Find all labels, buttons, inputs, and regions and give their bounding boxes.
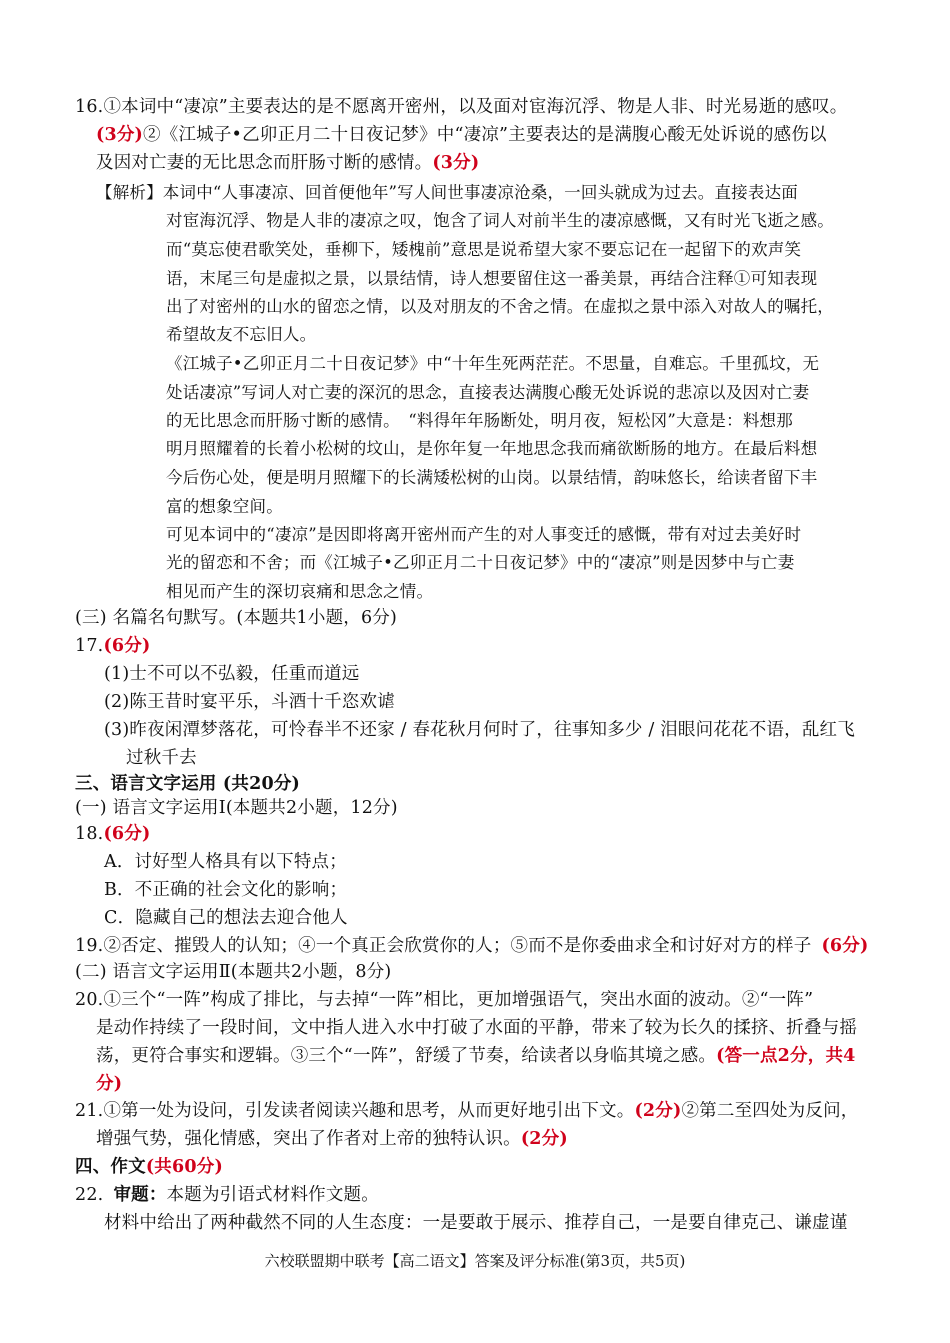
q18-number: 18. [75,824,104,844]
q19-text: ②否定、摧毁人的认知；④一个真正会欣赏你的人；⑤而不是你委曲求全和讨好对方的样子 [103,936,812,956]
q20-line-1 [75,986,813,1014]
q20-line-2: 是动作持续了一段时间，文中指人进入水中打破了水面的平静，带来了较为长久的揉挤、折叠与摇 [96,1018,858,1038]
q17-answer-1: (1)士不可以不弘毅，任重而道远 [104,664,360,684]
part-4-score: (共60分) [145,1157,223,1177]
q17-header [75,632,150,660]
q16-analysis-line-7: 《江城子•乙卯正月二十日夜记梦》中“十年生死两茫茫。不思量，自难忘。千里孤坟，无 [166,354,820,373]
q17-answer-2: (2)陈王昔时宴平乐，斗酒十千恣欢谑 [104,692,395,712]
q21-line-1 [75,1097,858,1125]
q16-analysis-line-13: 可见本词中的“凄凉”是因即将离开密州而产生的对人事变迁的感慨，带有对过去美好时 [166,525,802,544]
q21-text-1b: ②第二至四处为反问， [681,1101,859,1121]
q22-line-1 [75,1181,379,1209]
part-4-title [75,1153,223,1181]
q16-analysis-line-4: 语，末尾三句是虚拟之景，以景结情，诗人想要留住这一番美景，再结合注释①可知表现 [166,269,818,288]
q17-number: 17. [75,636,104,656]
q16-score-1: (3分) [96,125,144,145]
part-3-title: 三、语言文字运用 (共20分) [75,774,301,794]
q16-text-2: ②《江城子•乙卯正月二十日夜记梦》中“凄凉”主要表达的是满腹心酸无处诉说的感伤以 [143,125,827,145]
q18-header [75,820,150,848]
q21-score-1: (2分) [634,1101,682,1121]
q16-analysis-line-6: 希望故友不忘旧人。 [166,325,317,344]
q16-analysis-line-5: 出了对密州的山水的留恋之情，以及对朋友的不舍之情。在虚拟之景中添入对故人的嘱托， [166,297,834,316]
q22-text: 本题为引语式材料作文题。 [166,1185,379,1205]
q16-line-3 [96,149,479,177]
q22-line-2: 材料中给出了两种截然不同的人生态度：一是要敢于展示、推荐自己，一是要自律克己、谦虚谨 [104,1213,848,1233]
part-4-title-text: 四、作文 [75,1157,146,1177]
q16-analysis-line-12: 富的想象空间。 [166,497,283,516]
q19-line [75,932,868,960]
q16-analysis-line-11: 今后伤心处，便是明月照耀下的长满矮松树的山岗。以景结情，韵味悠长，给读者留下丰 [166,468,818,487]
q21-line-2 [96,1125,568,1153]
page-footer: 六校联盟期中联考【高二语文】答案及评分标准(第3页，共5页) [264,1252,686,1270]
part-3-sub-1: (一) 语言文字运用Ⅰ(本题共2小题，12分) [75,798,398,818]
q16-text-1: ①本词中“凄凉”主要表达的是不愿离开密州，以及面对宦海沉浮、物是人非、时光易逝的感叹。 [103,97,848,117]
section-3-title: (三) 名篇名句默写。(本题共1小题，6分) [75,608,398,628]
q16-analysis-line-8: 处话凄凉”写词人对亡妻的深沉的思念，直接表达满腹心酸无处诉说的悲凉以及因对亡妻 [166,383,810,402]
q16-line-1 [75,93,847,121]
q20-score-a: (答一点2分，共4 [716,1046,856,1066]
q18-option-b: B．不正确的社会文化的影响； [104,880,348,900]
q16-analysis-line-15: 相见而产生的深切哀痛和思念之情。 [166,582,434,601]
q16-analysis-line-3: 而“莫忘使君歌笑处，垂柳下，矮槐前”意思是说希望大家不要忘记在一起留下的欢声笑 [166,240,802,259]
q18-option-c: C．隐藏自己的想法去迎合他人 [104,908,348,928]
q20-text-1: ①三个“一阵”构成了排比，与去掉“一阵”相比，更加增强语气，突出水面的波动。②“一阵” [103,990,814,1010]
q21-text-1a: ①第一处为设问，引发读者阅读兴趣和思考，从而更好地引出下文。 [103,1101,635,1121]
q16-score-2: (3分) [432,153,480,173]
q18-score: (6分) [103,824,151,844]
q22-label: 审题： [113,1185,167,1205]
q21-score-2: (2分) [520,1129,568,1149]
q22-number: 22. [75,1185,104,1205]
q19-score: (6分) [821,936,869,956]
q17-score: (6分) [103,636,151,656]
q20-score-b: 分) [96,1074,123,1094]
q20-text-3: 荡，更符合事实和逻辑。③三个“一阵”，舒缓了节奏，给读者以身临其境之感。 [96,1046,717,1066]
part-3-sub-2: (二) 语言文字运用Ⅱ(本题共2小题，8分) [75,962,392,982]
q16-number: 16. [75,97,104,117]
q18-option-a: A．讨好型人格具有以下特点； [104,852,347,872]
q16-analysis-line-10: 明月照耀着的长着小松树的坟山，是你年复一年地思念我而痛欲断肠的地方。在最后料想 [166,439,818,458]
q21-number: 21. [75,1101,104,1121]
q17-answer-3b: 过秋千去 [126,748,197,768]
q16-analysis-line-2: 对宦海沉浮、物是人非的凄凉之叹，饱含了词人对前半生的凄凉感慨，又有时光飞逝之感。 [166,211,834,230]
q17-answer-3a: (3)昨夜闲潭梦落花，可怜春半不还家 / 春花秋月何时了，往事知多少 / 泪眼问花花不语，乱红飞 [104,720,855,740]
q21-text-2: 增强气势，强化情感，突出了作者对上帝的独特认识。 [96,1129,521,1149]
q16-text-3: 及因对亡妻的无比思念而肝肠寸断的感情。 [96,153,433,173]
q16-analysis-line-9: 的无比思念而肝肠寸断的感情。 “料得年年肠断处，明月夜，短松冈”大意是：料想那 [166,411,793,430]
q16-line-2 [96,121,827,149]
q20-line-3 [96,1042,856,1070]
q16-analysis-line-1: 【解析】本词中“人事凄凉、回首便他年”写人间世事凄凉沧桑，一回头就成为过去。直接表达面 [96,183,798,202]
q20-number: 20. [75,990,104,1010]
q19-number: 19. [75,936,104,956]
q16-analysis-line-14: 光的留恋和不舍；而《江城子•乙卯正月二十日夜记梦》中的“凄凉”则是因梦中与亡妻 [166,553,795,572]
